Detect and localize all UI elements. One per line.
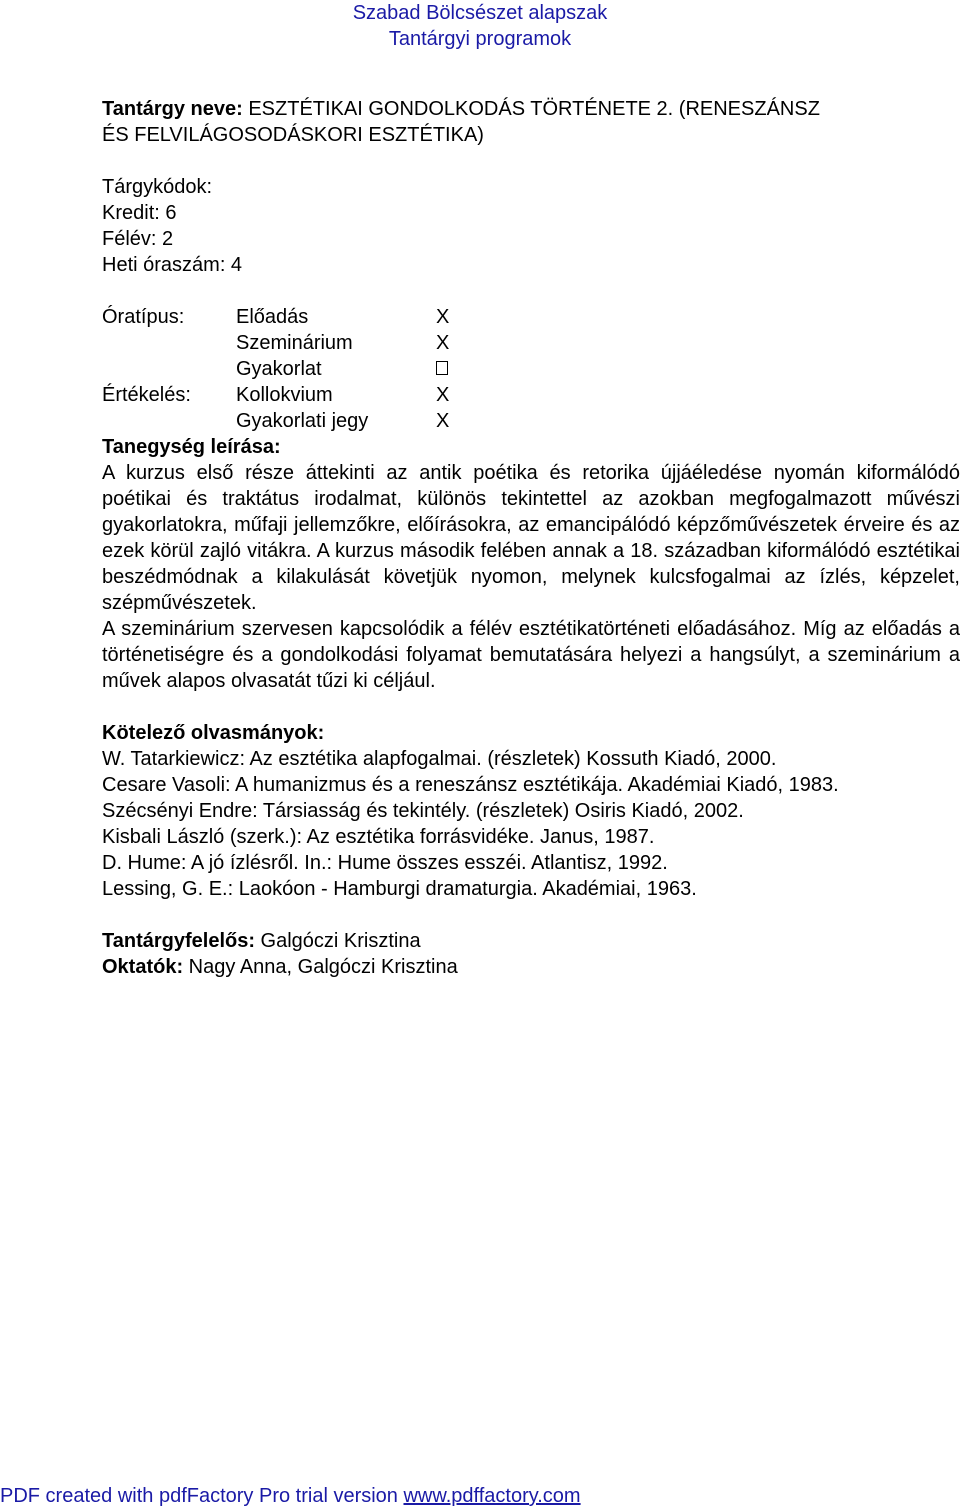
type-mark: X [436,384,450,406]
document-body [102,96,960,980]
pdf-footer [0,1483,960,1509]
type-name: Szeminárium [236,332,353,354]
subject-code: Tárgykódok: [102,176,213,198]
page-header [0,0,960,52]
reading-item: Szécsényi Endre: Társiasság és tekintély. (részletek) Osiris Kiadó, 2002. [102,800,744,822]
class-type-table [102,304,482,434]
type-mark: X [436,410,450,432]
semester: Félév: 2 [102,228,174,250]
header-subtitle: Tantárgyi programok [388,28,572,50]
credit: Kredit: 6 [102,202,177,224]
subject-name-continued: ÉS FELVILÁGOSODÁSKORI ESZTÉTIKA) [102,124,484,146]
type-name: Gyakorlati jegy [236,410,369,432]
footer-link[interactable]: www.pdffactory.com [403,1485,581,1507]
footer-text: PDF created with pdfFactory Pro trial version [0,1485,404,1507]
type-row [102,330,482,356]
description-heading: Tanegység leírása: [102,436,281,458]
weekly-hours: Heti óraszám: 4 [102,254,243,276]
type-mark: X [436,306,450,328]
empty-checkbox-icon [436,361,448,375]
type-name: Gyakorlat [236,358,322,380]
class-type-label: Óratípus: [102,306,185,328]
responsible-name: Galgóczi Krisztina [255,930,421,952]
reading-item: W. Tatarkiewicz: Az esztétika alapfogalmai. (részletek) Kossuth Kiadó, 2000. [102,748,777,770]
subject-name-line [102,96,960,122]
type-row [102,408,482,434]
subject-label: Tantárgy neve: [102,98,243,120]
subject-name: ESZTÉTIKAI GONDOLKODÁS TÖRTÉNETE 2. (RENESZÁNSZ [242,98,820,120]
type-mark: X [436,332,450,354]
reading-item: Cesare Vasoli: A humanizmus és a reneszánsz esztétikája. Akadémiai Kiadó, 1983. [102,774,839,796]
teachers-line [102,954,960,980]
type-name: Kollokvium [236,384,333,406]
type-row [102,356,482,382]
reading-item: Kisbali László (szerk.): Az esztétika forrásvidéke. Janus, 1987. [102,826,655,848]
reading-item: Lessing, G. E.: Laokóon - Hamburgi dramaturgia. Akadémiai, 1963. [102,878,697,900]
teachers-label: Oktatók: [102,956,184,978]
responsible-line [102,928,960,954]
type-name: Előadás [236,306,309,328]
header-program: Szabad Bölcsészet alapszak [352,2,608,24]
description-paragraph: A kurzus első része áttekinti az antik poétika és retorika újjáéledése nyomán kiformálódó poétikai és traktátus irodalmat, különös tekintettel az azokban megfogalmazott művészi gyakorlatokra, műfaji jellemzőkre, előírásokra, az emancipálódó képzőművészetek érveire és az ezek körül zajló vitákra. A kurzus második felében annak a 18. században kiformálódó esztétikai beszédmódnak a kilakulását követjük nyomon, melynek kulcsfogalmai az ízlés, képzelet, szépművészetek. [102,462,960,614]
teachers-names: Nagy Anna, Galgóczi Krisztina [183,956,458,978]
reading-item: D. Hume: A jó ízlésről. In.: Hume összes esszéi. Atlantisz, 1992. [102,852,668,874]
responsible-label: Tantárgyfelelős: [102,930,255,952]
type-row [102,304,482,330]
readings-heading: Kötelező olvasmányok: [102,722,325,744]
type-row [102,382,482,408]
description-paragraph: A szeminárium szervesen kapcsolódik a félév esztétikatörténeti előadásához. Míg az előadás a történetiségre és a gondolkodási folyamat bemutatására helyezi a hangsúlyt, a szeminárium a művek alapos olvasatát tűzi ki céljául. [102,618,960,692]
evaluation-label: Értékelés: [102,384,191,406]
